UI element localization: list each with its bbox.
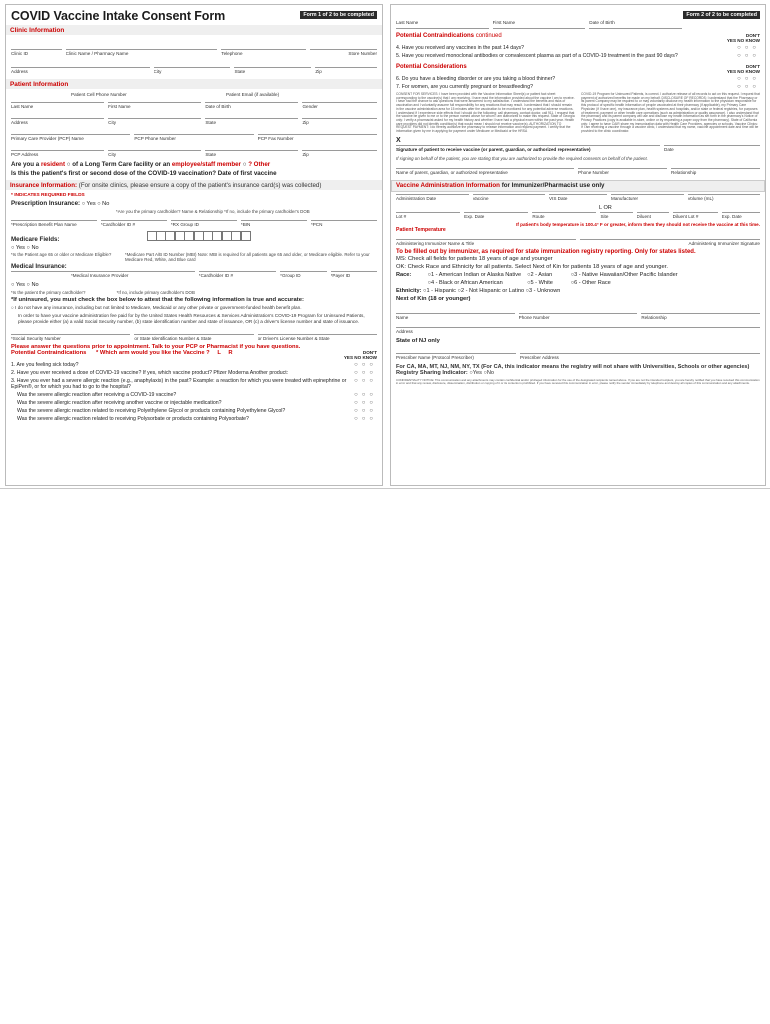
admin-row-1	[391, 194, 765, 204]
clinic-section-heading: Clinic Information	[6, 25, 382, 35]
question-5-options[interactable]: ○○○	[737, 53, 760, 59]
patient-address-field[interactable]: Address	[11, 118, 104, 128]
lor-option[interactable]: L OR	[599, 204, 612, 211]
consent-left-column: CONSENT FOR SERVICES: I have been provided with the Vaccine Information Sheet(s) or patient fact sheet corresponding to the vaccine(s) that I am receiving. I have read the information provided about the vaccine I am to receive. I have had the chance to ask questions that were answered to my satisfaction. I understand the benefits and risks of vaccination and I voluntarily assume full responsibility for any reactions that may result. I understand that I should remain in the vaccine administration area for 15 minutes after the vaccination to be monitored for any potential adverse reactions. I understand if I experience side effects that I should do the following: call pharmacy, contact doctor, call 911. I request that the vaccine be given to me or to the person named above for whom I am authorized to make this request. State of Georgia only: I verify a pharmacist asked for my health history and whether I have had a physical exam within the past year. Health care providers did not identify condition(s) that would mean I should not receive vaccine(s). AUTHORIZATION TO REQUEST PAYMENT: I do hereby authorize the pharmacy to release information and request payment. I certify that the information given by me in applying for payment under Medicare or Medicaid or the HRSA	[396, 92, 575, 134]
patient-last-name-field[interactable]: Last Name	[11, 102, 104, 112]
registry-title: To be filled out by immunizer, as required for state immunization registry reporting. Only for states listed.	[396, 248, 696, 255]
ok-line: OK: Check Race and Ethnicity for all patients. Select Next of Kin for patients 18 years of age and younger.	[396, 263, 668, 270]
clinic-name-field[interactable]: Clinic Name / Pharmacy Name	[66, 49, 218, 59]
question-3a	[6, 391, 382, 399]
rx-plan-field[interactable]: *Prescription Benefit Plan Name	[11, 220, 97, 230]
admin-row-2	[391, 212, 765, 222]
medical-group-field[interactable]: *Group ID	[280, 271, 326, 281]
question-3a-text: Was the severe allergic reaction after receiving a COVID-19 vaccine?	[17, 392, 177, 398]
question-4	[391, 44, 765, 52]
registry-no-radio[interactable]: ○No	[483, 370, 494, 377]
prescriber-name-field[interactable]: Prescriber Name (Protocol Prescriber)	[396, 353, 516, 363]
prescriber-row	[391, 353, 765, 363]
consent-right-column: COVID-19 Program for Uninsured Patients, is correct. I authorize release of all records to act on this request. I request that payment of authorized benefits be made on my behalf. DISCLOSURE OF RECORDS: I understand that the Pharmacy or its parent Company may be required to or may voluntarily disclose my health information to the physician responsible for this protocol of specific health information of people vaccinated at their pharmacy (if applicable), my Primary Care Physician (if I have one), my insurance plan, health systems and hospitals, and/or state or federal registries, for purposes of treatment, payment or other health care operations (such as administration or quality assurance). I also understand that the pharmacy and its parent company will use and disclose my health information as set forth in the pharmacy's Notice of Privacy Practices (copy is available in-store, online or by requesting a paper copy from the pharmacy). State of California only: I agree to have CAIR share my immunization data with Health Care Providers, agencies or schools. Vaccine Clinics: If I am receiving a vaccine through a vaccine clinic, I understand that my name, vaccine appointment date and time will be provided to the clinic coordinator.	[581, 92, 760, 134]
question-2-options[interactable]: ○○○	[354, 370, 377, 376]
race-row-2	[391, 279, 765, 287]
race-opt-5-label: 5 - White	[530, 279, 553, 286]
question-1-options[interactable]: ○○○	[354, 362, 377, 368]
patient-gender-field[interactable]: Gender	[302, 102, 377, 112]
pcp-name-field[interactable]: Primary Care Provider (PCP) Name	[11, 134, 130, 144]
medicare-label: Medicare Fields:	[11, 236, 60, 243]
ethnicity-opt-3-label: 3 - Unknown	[529, 287, 561, 294]
ethnicity-opt-2-label: 2 - Not Hispanic or Latino	[460, 287, 525, 294]
question-3c	[6, 407, 382, 415]
clinic-row-1	[6, 49, 382, 59]
patient-row-2	[6, 118, 382, 128]
race-opt-3[interactable]: ○3 - Native Hawaiian/Other Pacific Islander	[570, 271, 678, 278]
immunizer-row	[391, 239, 765, 249]
p2-contra-header	[391, 32, 765, 44]
uninsured-attest	[6, 304, 382, 312]
considerations-yn-header	[727, 64, 760, 74]
patient-row-0	[6, 91, 382, 100]
signature-note: If signing on behalf of the patient, you are stating that you are authorized to provide the required consents on behalf of the patient.	[396, 155, 648, 161]
question-6-text: 6. Do you have a bleeding disorder or are you taking a blood thinner?	[396, 76, 556, 82]
medicare-no-radio[interactable]: ○ No	[26, 245, 39, 251]
ethnicity-opt-1[interactable]: ○1 - Hispanic	[423, 287, 456, 294]
nj-label: State of NJ only	[396, 337, 440, 344]
rx-group-field[interactable]: *RX Group ID	[171, 220, 237, 230]
admin-site-field[interactable]: Site	[600, 212, 632, 222]
clinic-phone-field[interactable]: Telephone	[221, 49, 305, 59]
insurance-heading	[6, 180, 382, 190]
considerations-header	[391, 63, 765, 75]
considerations-yes-no-know: YES NO KNOW	[726, 69, 760, 74]
race-opt-4[interactable]: ○4 - Black or African American	[427, 279, 503, 286]
admin-exp-field[interactable]: Exp. Date	[464, 212, 528, 222]
prescription-label: Prescription Insurance:	[11, 200, 81, 207]
race-opt-3-label: 3 - Native Hawaiian/Other Pacific Islander	[574, 271, 678, 278]
medical-insurance-label: Medical Insurance:	[11, 263, 67, 270]
admin-route-field[interactable]: Route	[532, 212, 596, 222]
temperature-note: If patient's body temperature is 100.4° F or greater, inform them they should not receive the vaccine at this time.	[516, 221, 760, 227]
contra-title: Potential Contraindications	[11, 350, 87, 356]
ltc-q-other: ? Other	[248, 161, 271, 168]
question-3d	[6, 415, 382, 423]
medical-provider-field[interactable]: *Medical Insurance Provider	[11, 271, 195, 281]
race-label: Race:	[396, 271, 412, 278]
medical-yes-radio[interactable]: ○ Yes	[11, 282, 25, 288]
rx-cardholder-field[interactable]: *Cardholder ID #	[101, 220, 167, 230]
form-page-1	[5, 4, 383, 486]
rx-if-no-dob: *If no, include the primary cardholder's DOB	[224, 209, 310, 214]
medicare-yes-no	[6, 244, 382, 252]
registry-yes-radio[interactable]: ○Yes	[469, 370, 482, 377]
registry-sharing-text: For CA, MA, MT, NJ, NM, NY, TX (For CA, this indicator means the registry will not share with Universities, Schools or other agencies) Registry Sharing Indicator:	[396, 363, 750, 377]
arm-r-option[interactable]: R	[228, 350, 233, 356]
ethnicity-opt-2[interactable]: ○2 - Not Hispanic or Latino	[457, 287, 525, 294]
p2-continued: continued	[475, 33, 502, 39]
ltc-q-text-1: Are you a	[11, 161, 40, 168]
ms-line: MS: Check all fields for patients 18 years of age and younger	[396, 255, 553, 262]
signature-date-field[interactable]: Date	[664, 145, 760, 155]
form-page-2	[390, 4, 766, 486]
admin-section-note: for Immunizer/Pharmacist use only	[501, 182, 605, 190]
medical-no-radio[interactable]: ○ No	[26, 282, 39, 288]
kin-label: Next of Kin (18 or younger)	[396, 295, 471, 302]
medical-yes-no	[6, 281, 382, 289]
question-1-text: 1. Are you feeling sick today?	[11, 362, 79, 368]
contra-header-row	[6, 350, 382, 361]
consent-text	[391, 93, 765, 134]
signature-field[interactable]: Signature of patient to receive vaccine (or parent, guardian, or authorized representative)	[396, 145, 660, 155]
rx-yes-label: Yes	[86, 201, 96, 207]
patient-email-field[interactable]: Patient Email (if available)	[226, 92, 280, 97]
signature-row	[391, 145, 765, 155]
question-7	[391, 83, 765, 91]
page1-header	[6, 5, 382, 23]
pcp-zip-field[interactable]: Zip	[302, 150, 377, 160]
patient-state-field[interactable]: State	[205, 118, 298, 128]
race-row-1	[391, 271, 765, 279]
p2-spacer	[686, 19, 760, 28]
ssn-row	[6, 334, 382, 344]
ethnicity-opt-1-label: 1 - Hispanic	[426, 287, 456, 294]
guardian-phone-field[interactable]: Phone Number	[578, 168, 667, 178]
rx-name-relationship[interactable]: Name & Relationship	[181, 209, 223, 214]
insurance-title: Insurance Information:	[10, 181, 78, 189]
prescription-insurance-row	[6, 199, 382, 208]
kin-address-row	[391, 327, 765, 337]
question-3-options[interactable]: ○○○	[354, 378, 377, 384]
confidentiality-notice: CONFIDENTIALITY NOTICE: This communication and any attachments may contain confidential and/or privileged information for the use of the designated recipients named above. If you are not the intended recipient, you are hereby notified that you have received this communication in error and that any review, disclosure, dissemination, distribution or copying of it or its contents is prohibited. If you have received this communication in error, please notify the sender immediately by telephone and destroy all copies of this communication and any attachments.	[396, 377, 760, 386]
rx-no-label: No	[102, 201, 110, 207]
admin-date-field[interactable]: Administration Date	[396, 194, 469, 204]
which-arm: * Which arm would you like the Vaccine ?	[96, 350, 210, 356]
kin-phone-field[interactable]: Phone Number	[519, 313, 638, 323]
question-6	[391, 75, 765, 83]
p2-name-row	[391, 19, 765, 29]
patient-row-3	[6, 134, 382, 144]
registry-yes-label: Yes	[472, 370, 482, 377]
clinic-row-2	[6, 67, 382, 77]
question-3d-text: Was the severe allergic reaction related to receiving Polysorbate or products containing Polysorbate?	[17, 416, 249, 422]
uninsured-text: I do not have any insurance, including but not limited to Medicare, Medicaid or any other private or government-funded health benefit plan.	[15, 305, 302, 310]
question-3c-options[interactable]: ○○○	[354, 408, 377, 414]
medicare-yes-label: Yes	[15, 245, 25, 251]
question-3b	[6, 399, 382, 407]
medical-payer-field[interactable]: *Payer ID	[331, 271, 377, 281]
race-opt-1[interactable]: ○1 - American Indian or Alaska Native	[427, 271, 522, 278]
kin-relationship-field[interactable]: Relationship	[641, 313, 760, 323]
arm-l-option[interactable]: L	[217, 350, 221, 356]
ltc-question	[6, 160, 382, 169]
guardian-name-field[interactable]: Name of parent, guardian, or authorized representative	[396, 168, 574, 178]
patient-zip-field[interactable]: Zip	[302, 118, 377, 128]
required-fields-note: * INDICATES REQUIRED FIELDS	[11, 193, 85, 198]
race-opt-1-label: 1 - American Indian or Alaska Native	[430, 271, 522, 278]
ltc-q-resident: resident	[40, 161, 66, 168]
prescriber-address-field[interactable]: Prescriber Address	[520, 353, 760, 363]
race-opt-4-label: 4 - Black or African American	[430, 279, 503, 286]
race-opt-2[interactable]: ○2 - Asian	[527, 271, 553, 278]
kin-address-field[interactable]: Address	[396, 327, 760, 337]
admin-diluent-field[interactable]: Diluent	[637, 212, 669, 222]
insurance-note: (For onsite clinics, please ensure a copy of the patient's insurance card(s) was collected)	[78, 181, 322, 189]
kin-name-field[interactable]: Name	[396, 313, 515, 323]
ltc-resident-radio[interactable]: ○	[66, 161, 71, 168]
signature-x: X	[396, 136, 401, 144]
admin-diluent-lot-field[interactable]: Diluent Lot #	[673, 212, 718, 222]
question-3b-text: Was the severe allergic reaction after receiving another vaccine or injectable medication?	[17, 400, 222, 406]
admin-section-title: Vaccine Administration Information	[396, 182, 500, 190]
immunizer-name-field[interactable]: Administering Immunizer Name & Title	[396, 239, 576, 249]
store-number-field[interactable]: Store Number	[310, 49, 377, 59]
uninsured-checkbox[interactable]: ○	[11, 305, 14, 310]
patient-first-name-field[interactable]: First Name	[108, 102, 201, 112]
immunizer-signature-field[interactable]: Administering Immunizer Signature	[580, 239, 760, 249]
considerations-dont-label: DON'T	[745, 64, 760, 69]
medical-no-label: No	[31, 282, 39, 288]
clinic-zip-field[interactable]: Zip	[315, 67, 377, 77]
admin-diluent-exp-field[interactable]: Exp. Date	[722, 212, 760, 222]
medical-primary-row	[6, 289, 382, 296]
rx-bin-field[interactable]: *BIN	[241, 220, 307, 230]
form-page-badge: Form 1 of 2 to be completed	[300, 11, 377, 19]
medical-primary-q: *Is the patient the primary cardholder?	[11, 290, 86, 295]
form-page-2-badge: Form 2 of 2 to be completed	[683, 11, 760, 19]
race-opt-6-label: 6 - Other Race	[574, 279, 611, 286]
yes-no-know-label: YES NO KNOW	[343, 355, 377, 360]
contra-title-line	[11, 350, 344, 356]
medicare-yes-radio[interactable]: ○ Yes	[11, 245, 25, 251]
clinic-address-field[interactable]: Address	[11, 67, 150, 77]
admin-manufacturer-field[interactable]: Manufacturer	[611, 194, 684, 204]
ssn-field[interactable]: *Social Security Number	[11, 334, 130, 344]
p2-last-name-field[interactable]: Last Name	[396, 19, 489, 29]
patient-cell-field[interactable]: Patient Cell Phone Number	[71, 92, 127, 97]
ltc-employee-radio[interactable]: ○	[242, 161, 247, 168]
question-7-text: 7. For women, are you currently pregnant or breastfeeding?	[396, 84, 533, 90]
admin-lot-field[interactable]: Lot #	[396, 212, 460, 222]
ethnicity-label: Ethnicity:	[396, 287, 422, 294]
temperature-label[interactable]: Patient Temperature	[396, 226, 446, 233]
p2-contra-title-line	[396, 33, 727, 39]
medical-fields-row	[6, 271, 382, 281]
clinic-state-field[interactable]: State	[234, 67, 311, 77]
medicare-notes	[6, 252, 382, 262]
rx-primary-q: *Are you the primary cardholder?	[116, 209, 181, 214]
pcp-fax-field[interactable]: PCP Fax Number	[258, 134, 377, 144]
medical-yes-label: Yes	[15, 282, 25, 288]
question-5-text: 5. Have you received monoclonal antibodies or convalescent plasma as part of a COVID-19 treatment in the past 90 days?	[396, 53, 678, 59]
p2-dob-field[interactable]: Date of Birth	[589, 19, 682, 29]
clinic-city-field[interactable]: City	[154, 67, 231, 77]
ltc-q-text-2: of a Long Term Care facility or an	[72, 161, 171, 168]
uninsured-para: In order to have your vaccine administration fee paid for by the United States Health Resources & Services Administration's COVID-19 Program for Uninsured Patients, please provide either (a) a valid Social Security number, (b) state identification number and state of issuance, OR (c) a driver's license number and state of issuance.	[18, 313, 365, 324]
mbi-boxes[interactable]	[147, 231, 250, 241]
p2-first-name-field[interactable]: First Name	[493, 19, 586, 29]
admin-volume-field[interactable]: Volume (mL)	[688, 194, 761, 204]
pcp-phone-field[interactable]: PCP Phone Number	[134, 134, 253, 144]
dont-label: DON'T	[362, 350, 377, 355]
race-opt-2-label: 2 - Asian	[530, 271, 553, 278]
clinic-id-field[interactable]: Clinic ID	[11, 49, 62, 59]
question-2	[6, 369, 382, 377]
rx-yes-radio[interactable]: ○ Yes	[81, 201, 96, 207]
drivers-license-field[interactable]: or Driver's License Number & State	[258, 334, 377, 344]
pcp-city-field[interactable]: City	[108, 150, 201, 160]
p2-yn-header	[727, 33, 760, 43]
question-2-text: 2. Have you ever received a dose of COVID-19 vaccine? If yes, which vaccine product? Pfizer Moderna Another product:	[11, 370, 289, 376]
ethnicity-row	[391, 287, 765, 295]
registry-no-label: No	[486, 370, 494, 377]
uninsured-title: *If uninsured, you must check the box below to attest that the following information is true and accurate:	[11, 297, 304, 303]
p2-dont-label: DON'T	[745, 33, 760, 38]
p2-yes-no-know: YES NO KNOW	[726, 38, 760, 43]
guardian-relationship-field[interactable]: Relationship	[671, 168, 760, 178]
medicare-no-label: No	[31, 245, 39, 251]
question-3	[6, 377, 382, 391]
medical-if-no-dob: *If no, include primary cardholder's DOB	[116, 290, 195, 295]
rx-primary-cardholder-row	[6, 208, 382, 215]
guardian-row	[391, 168, 765, 178]
medical-cardholder-field[interactable]: *Cardholder ID #	[199, 271, 276, 281]
patient-city-field[interactable]: City	[108, 118, 201, 128]
question-3a-options[interactable]: ○○○	[354, 392, 377, 398]
admin-section-heading	[391, 180, 765, 192]
kin-row	[391, 313, 765, 323]
rx-pcn-field[interactable]: *PCN	[311, 220, 377, 230]
medicare-age-q: *Is the Patient age 65 or older or Medicare Eligible?	[11, 252, 112, 257]
question-5	[391, 52, 765, 60]
question-4-text: 4. Have you received any vaccines in the past 14 days?	[396, 45, 525, 51]
patient-row-4	[6, 150, 382, 160]
question-3d-options[interactable]: ○○○	[354, 416, 377, 422]
pcp-state-field[interactable]: State	[205, 150, 298, 160]
rx-fields-row	[6, 220, 382, 230]
question-7-options[interactable]: ○○○	[737, 84, 760, 90]
page-divider	[0, 488, 770, 489]
race-opt-6[interactable]: ○6 - Other Race	[570, 279, 611, 286]
question-6-options[interactable]: ○○○	[737, 76, 760, 82]
rx-no-radio[interactable]: ○ No	[97, 201, 110, 207]
admin-vaccine-field[interactable]: Vaccine	[473, 194, 546, 204]
patient-dob-field[interactable]: Date of Birth	[205, 102, 298, 112]
p2-contra-title: Potential Contraindications	[396, 33, 475, 39]
medicare-row	[6, 230, 382, 244]
considerations-title: Potential Considerations	[396, 64, 467, 70]
pcp-address-field[interactable]: PCP Address	[11, 150, 104, 160]
race-opt-5[interactable]: ○5 - White	[527, 279, 553, 286]
question-3b-options[interactable]: ○○○	[354, 400, 377, 406]
question-3c-text: Was the severe allergic reaction related to receiving Polyethylene Glycol or products containing Polyethylene Glycol?	[17, 408, 286, 414]
question-1	[6, 361, 382, 369]
page2-header	[391, 5, 765, 19]
question-3-text: 3. Have you ever had a severe allergic reaction (e.g., anaphylaxis) in the past? Example: a reaction for which you were treated with epinephrine or EpiPen®, or for which you had to go to the hospital?	[11, 378, 347, 390]
registry-sharing	[391, 363, 765, 378]
patient-section-heading: Patient Information	[6, 79, 382, 89]
ethnicity-opt-3[interactable]: ○3 - Unknown	[525, 287, 561, 294]
question-4-options[interactable]: ○○○	[737, 45, 760, 51]
medicare-mbi-note: *Medicare Part A/B ID Number (MBI) Note: MBI is required for all patients age 65 and older, or Medicare eligible. Refer to your Medicare Red, White, and Blue card	[125, 252, 370, 262]
dose-question: Is this the patient's first or second dose of the COVID-19 vaccination? Date of first vaccine	[11, 170, 277, 177]
ltc-q-employee: employee/staff member	[171, 161, 241, 168]
form-title: COVID Vaccine Intake Consent Form	[11, 9, 226, 23]
yn-header	[344, 350, 377, 360]
patient-row-1	[6, 102, 382, 112]
state-id-field[interactable]: or State Identification Number & State	[134, 334, 253, 344]
admin-vis-date-field[interactable]: VIS Date	[549, 194, 607, 204]
answer-note: Please answer the questions prior to appointment. Talk to your PCP or Pharmacist if you have questions.	[11, 344, 301, 350]
